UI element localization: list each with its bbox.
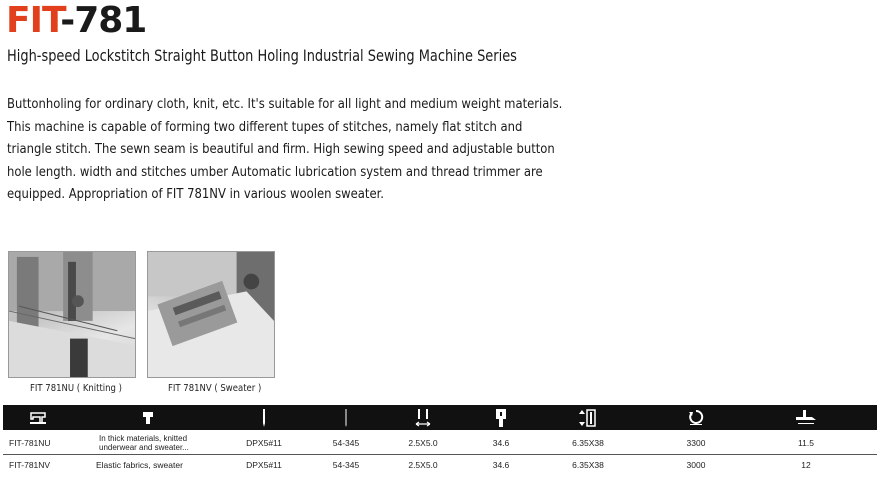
application-cell: In thick materials, knitted underwear and sweater... <box>99 433 189 452</box>
model-cell: FIT-781NU <box>9 437 51 448</box>
needle-icon <box>249 405 279 430</box>
motor-icon <box>791 405 821 430</box>
description-line: Buttonholing for ordinary cloth, knit, etc. It's suitable for all light and medium weight materials. <box>7 97 563 112</box>
stitches-cell: 54-345 <box>332 437 360 448</box>
cutting-knife-icon <box>573 405 603 430</box>
stitch-length-icon <box>331 405 361 430</box>
machine-closeup-image <box>9 252 135 377</box>
knife-cell: 6.35X38 <box>572 460 604 470</box>
product-subtitle: High-speed Lockstitch Straight Button Holing Industrial Sewing Machine Series <box>7 46 517 65</box>
machine-icon <box>23 405 53 430</box>
spec-table-header <box>3 405 877 430</box>
description-line: hole length. width and stitches umber Automatic lubrication system and thread trimmer are <box>7 164 543 180</box>
needle-cell: DPX5#11 <box>246 460 282 470</box>
brand-name: FIT <box>6 0 61 41</box>
size-cell: 2.5X5.0 <box>408 460 438 470</box>
buttonhole-size-icon <box>408 405 438 430</box>
value-cell: 12 <box>801 460 811 470</box>
page-title <box>6 0 146 42</box>
speed-cell: 3000 <box>686 460 706 470</box>
machine-closeup-image <box>148 252 274 377</box>
table-row <box>3 456 877 474</box>
value-cell: 11.5 <box>798 437 814 448</box>
knife-cell: 6.35X38 <box>572 437 604 448</box>
speed-cell: 3300 <box>686 437 706 448</box>
speed-icon <box>681 405 711 430</box>
material-icon <box>133 405 163 430</box>
size-cell: 2.5X5.0 <box>408 437 438 448</box>
presser-foot-lift-icon <box>486 405 516 430</box>
needle-cell: DPX5#11 <box>246 437 282 448</box>
lift-cell: 34.6 <box>492 437 510 448</box>
model-number: -781 <box>60 0 147 41</box>
product-photo-knitting <box>8 251 136 378</box>
photo-caption: FIT 781NV ( Sweater ) <box>168 383 262 394</box>
product-description <box>7 94 570 207</box>
lift-cell: 34.6 <box>492 460 510 470</box>
description-line: triangle stitch. The sewn seam is beautiful and firm. High sewing speed and adjustable button <box>7 142 555 157</box>
product-photo-sweater <box>147 251 275 378</box>
model-cell: FIT-781NV <box>9 460 51 470</box>
table-row <box>3 431 877 455</box>
stitches-cell: 54-345 <box>332 460 360 470</box>
description-line: equipped. Appropriation of FIT 781NV in various woolen sweater. <box>7 187 384 202</box>
photo-caption: FIT 781NU ( Knitting ) <box>30 383 122 394</box>
application-cell: Elastic fabrics, sweater <box>96 460 183 470</box>
description-line: This machine is capable of forming two different tupes of stitches, namely flat stitch and <box>7 119 523 135</box>
